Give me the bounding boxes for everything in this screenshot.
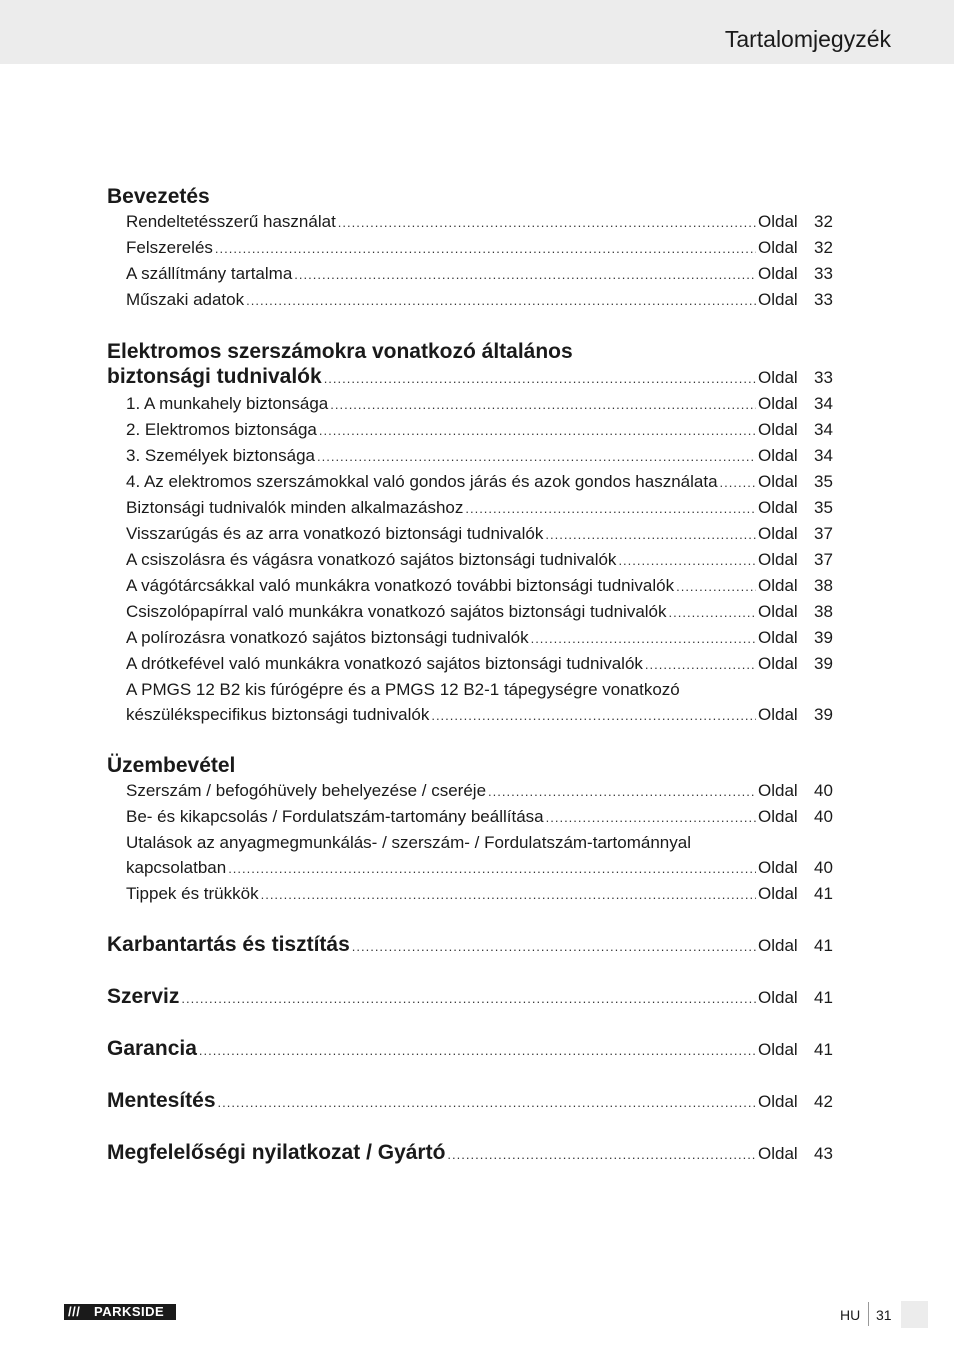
leader-dots: [228, 856, 756, 881]
toc-entry[interactable]: [107, 651, 835, 677]
language-code: HU: [840, 1307, 861, 1323]
page-label: Oldal: [758, 858, 798, 877]
page-number: 34: [814, 420, 833, 439]
leader-dots: [324, 366, 756, 391]
toc-entry-text: A csiszolásra és vágásra vonatkozó sajátos biztonsági tudnivalók: [126, 550, 617, 569]
toc-entry-text: 1. A munkahely biztonsága: [126, 394, 329, 413]
page-number: 39: [814, 628, 833, 647]
page-number: 40: [814, 781, 833, 800]
toc-entry-text: Megfelelőségi nyilatkozat / Gyártó: [107, 1141, 446, 1164]
toc-entry-text: A vágótárcsákkal való munkákra vonatkozó további biztonsági tudnivalók: [126, 576, 675, 595]
toc-entry[interactable]: [107, 855, 835, 881]
toc-entry[interactable]: [107, 599, 835, 625]
page-label: Oldal: [758, 238, 798, 257]
toc-entry[interactable]: [107, 391, 835, 417]
toc-entry-text: 2. Elektromos biztonsága: [126, 420, 317, 439]
leader-dots: [330, 392, 756, 417]
section-uzembevetel: [107, 753, 835, 907]
page-number: 42: [814, 1092, 833, 1111]
leader-dots: [246, 288, 756, 313]
toc-entry[interactable]: [107, 417, 835, 443]
toc-entry-text: Be- és kikapcsolás / Fordulatszám-tartomány beállítása: [126, 807, 544, 826]
leader-dots: [294, 262, 756, 287]
page-label: Oldal: [758, 936, 798, 955]
leader-dots: [199, 1038, 756, 1063]
toc-entry[interactable]: [107, 443, 835, 469]
toc-entry[interactable]: [107, 521, 835, 547]
toc-entry-text: Csiszolópapírral való munkákra vonatkozó sajátos biztonsági tudnivalók: [126, 602, 667, 621]
leader-dots: [218, 1090, 756, 1115]
toc-entry[interactable]: [107, 469, 835, 495]
section-elektromos: [107, 339, 835, 728]
toc-entry[interactable]: [107, 209, 835, 235]
page-label: Oldal: [758, 884, 798, 903]
parkside-logo: [64, 1304, 176, 1320]
leader-dots: [431, 703, 756, 728]
section-bevezetes: [107, 184, 835, 313]
toc-main-entry[interactable]: [107, 932, 835, 959]
toc-entry-text: Tippek és trükkök: [126, 884, 259, 903]
toc-entry[interactable]: [107, 261, 835, 287]
page-number: 35: [814, 498, 833, 517]
toc-entry[interactable]: [107, 547, 835, 573]
toc-entry[interactable]: [107, 778, 835, 804]
section-heading: Bevezetés: [107, 185, 210, 208]
leader-dots: [181, 986, 756, 1011]
toc-entry[interactable]: [107, 625, 835, 651]
page-label: Oldal: [758, 1144, 798, 1163]
toc-entry[interactable]: [107, 702, 835, 728]
page-number: 43: [814, 1144, 833, 1163]
toc-entry-text: Garancia: [107, 1037, 197, 1060]
toc-entry-text: A PMGS 12 B2 kis fúrógépre és a PMGS 12 B2-1 tápegységre vonatkozó: [126, 680, 680, 699]
table-of-contents: [107, 184, 835, 1167]
page-number-footer: 31: [876, 1307, 892, 1323]
page-number: 41: [814, 1040, 833, 1059]
toc-entry[interactable]: [107, 287, 835, 313]
page-number: 38: [814, 576, 833, 595]
page-number: 39: [814, 705, 833, 724]
page-number: 40: [814, 807, 833, 826]
toc-entry[interactable]: [107, 495, 835, 521]
page-label: Oldal: [758, 368, 798, 387]
page-number: 33: [814, 290, 833, 309]
header-bar: [0, 0, 954, 64]
leader-dots: [215, 236, 756, 261]
toc-entry-text: Műszaki adatok: [126, 290, 245, 309]
toc-entry[interactable]: [107, 881, 835, 907]
page-label: Oldal: [758, 498, 798, 517]
leader-dots: [676, 574, 756, 599]
toc-entry[interactable]: [107, 573, 835, 599]
page-number: 35: [814, 472, 833, 491]
page-label: Oldal: [758, 394, 798, 413]
page-number: 41: [814, 884, 833, 903]
toc-entry-text: Mentesítés: [107, 1089, 216, 1112]
leader-dots: [669, 600, 756, 625]
section-heading: Elektromos szerszámokra vonatkozó általános: [107, 340, 573, 363]
page-label: Oldal: [758, 1040, 798, 1059]
leader-dots: [338, 210, 756, 235]
page-label: Oldal: [758, 524, 798, 543]
page-number: 33: [814, 264, 833, 283]
page-label: Oldal: [758, 472, 798, 491]
page-label: Oldal: [758, 988, 798, 1007]
leader-dots: [319, 418, 756, 443]
toc-entry-text: Szerviz: [107, 985, 180, 1008]
leader-dots: [447, 1142, 756, 1167]
page-number: 41: [814, 988, 833, 1007]
toc-entry-text: Visszarúgás és az arra vonatkozó biztonsági tudnivalók: [126, 524, 544, 543]
toc-main-entry[interactable]: [107, 1088, 835, 1115]
page-number: 37: [814, 550, 833, 569]
toc-entry-text: Utalások az anyagmegmunkálás- / szerszám- / Fordulatszám-tartománnyal: [126, 833, 691, 852]
page-number: 37: [814, 524, 833, 543]
leader-dots: [261, 882, 756, 907]
toc-entry-text: Szerszám / befogóhüvely behelyezése / cseréje: [126, 781, 487, 800]
toc-entry[interactable]: [107, 235, 835, 261]
toc-main-entry[interactable]: [107, 1140, 835, 1167]
toc-entry-text: A polírozásra vonatkozó sajátos biztonsági tudnivalók: [126, 628, 529, 647]
page-number: 41: [814, 936, 833, 955]
page-number: 39: [814, 654, 833, 673]
page-label: Oldal: [758, 705, 798, 724]
page-label: Oldal: [758, 264, 798, 283]
toc-entry-text: 3. Személyek biztonsága: [126, 446, 315, 465]
page-label: Oldal: [758, 290, 798, 309]
leader-dots: [488, 779, 756, 804]
leader-dots: [545, 522, 756, 547]
toc-entry-text: Karbantartás és tisztítás: [107, 933, 350, 956]
page-number: 38: [814, 602, 833, 621]
page-number: 34: [814, 446, 833, 465]
page-number: 33: [814, 368, 833, 387]
leader-dots: [317, 444, 756, 469]
leader-dots: [618, 548, 756, 573]
toc-entry-text: Rendeltetésszerű használat: [126, 212, 336, 231]
footer-divider: [868, 1302, 869, 1326]
toc-entry[interactable]: [107, 804, 835, 830]
page-label: Oldal: [758, 807, 798, 826]
page-number: 32: [814, 212, 833, 231]
leader-dots: [465, 496, 756, 521]
toc-entry-text: biztonsági tudnivalók: [107, 365, 322, 388]
toc-entry-text: Felszerelés: [126, 238, 213, 257]
page-number: 40: [814, 858, 833, 877]
page-label: Oldal: [758, 576, 798, 595]
toc-entry-text: Biztonsági tudnivalók minden alkalmazáshoz: [126, 498, 464, 517]
toc-entry[interactable]: [107, 364, 835, 391]
toc-main-entry[interactable]: [107, 1036, 835, 1063]
toc-entry-text: A drótkefével való munkákra vonatkozó sajátos biztonsági tudnivalók: [126, 654, 643, 673]
page-number: 32: [814, 238, 833, 257]
page-label: Oldal: [758, 602, 798, 621]
page-number: 34: [814, 394, 833, 413]
page-label: Oldal: [758, 212, 798, 231]
leader-dots: [546, 805, 756, 830]
toc-entry-text: kapcsolatban: [126, 858, 227, 877]
page-title: Tartalomjegyzék: [724, 26, 891, 52]
leader-dots: [645, 652, 756, 677]
leader-dots: [531, 626, 756, 651]
leader-dots: [720, 470, 756, 495]
page-label: Oldal: [758, 1092, 798, 1111]
page-label: Oldal: [758, 550, 798, 569]
toc-entry-text: A szállítmány tartalma: [126, 264, 293, 283]
page-label: Oldal: [758, 446, 798, 465]
logo-stripes: ///: [68, 1304, 81, 1319]
footer-box: [901, 1301, 928, 1328]
toc-entry-text: 4. Az elektromos szerszámokkal való gondos járás és azok gondos használata: [126, 472, 718, 491]
page-label: Oldal: [758, 420, 798, 439]
toc-main-entry[interactable]: [107, 984, 835, 1011]
page-label: Oldal: [758, 628, 798, 647]
toc-entry-text: készülékspecifikus biztonsági tudnivalók: [126, 705, 430, 724]
logo-text: PARKSIDE: [94, 1304, 165, 1319]
leader-dots: [352, 934, 756, 959]
page-label: Oldal: [758, 781, 798, 800]
section-heading: Üzembevétel: [107, 754, 236, 777]
page-label: Oldal: [758, 654, 798, 673]
